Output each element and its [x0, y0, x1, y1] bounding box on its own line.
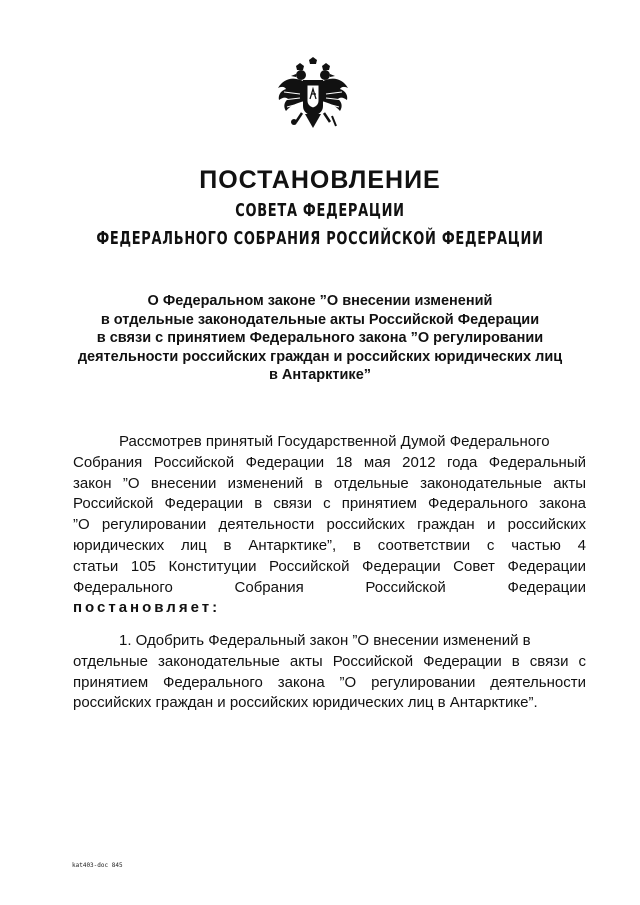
document-subject: [40, 292, 600, 385]
clause-line: принятием Федерального закона ”О регулировании деятельности: [73, 673, 586, 691]
preamble-line: юридических лиц в Антарктике”, в соответствии с частью 4: [73, 536, 586, 554]
preamble-line: закон ”О внесении изменений в отдельные законодательные акты: [73, 474, 586, 492]
coat-of-arms-emblem: [272, 56, 354, 138]
subject-line: деятельности российских граждан и российских юридических лиц: [77, 348, 563, 365]
clause-line: отдельные законодательные акты Российской Федерации в связи с: [73, 652, 586, 670]
clause-line: российских граждан и российских юридических лиц в Антарктике”.: [73, 694, 538, 712]
issuer-line-1: СОВЕТА ФЕДЕРАЦИИ: [235, 200, 405, 221]
preamble-line: Рассмотрев принятый Государственной Думой Федерального: [119, 433, 550, 450]
preamble-line: ”О регулировании деятельности российских граждан и российских: [73, 516, 586, 534]
clause-line: 1. Одобрить Федеральный закон ”О внесении изменений в: [119, 632, 531, 649]
preamble-line: Российской Федерации в связи с принятием Федерального закона: [73, 495, 586, 513]
preamble-line: Собрания Российской Федерации 18 мая 2012 года Федеральный: [73, 453, 586, 471]
preamble-paragraph: [73, 432, 586, 619]
preamble-line: Федерального Собрания Российской Федерации: [73, 578, 586, 596]
preamble-line: статьи 105 Конституции Российской Федерации Совет Федерации: [73, 557, 586, 575]
subject-line: в Антарктике”: [268, 367, 372, 383]
subject-line: О Федеральном законе ”О внесении изменений: [147, 293, 493, 309]
double-headed-eagle-icon: [272, 56, 354, 138]
file-reference: kat403-doc 845: [72, 862, 123, 869]
subject-line: в связи с принятием Федерального закона ”О регулировании: [96, 330, 544, 346]
subject-line: в отдельные законодательные акты Российской Федерации: [100, 311, 540, 328]
resolves-keyword: постановляет:: [73, 599, 221, 617]
document-title: ПОСТАНОВЛЕНИЕ: [199, 166, 441, 194]
issuer-line-2: ФЕДЕРАЛЬНОГО СОБРАНИЯ РОССИЙСКОЙ ФЕДЕРАЦИИ: [96, 228, 544, 249]
clause-1-paragraph: [73, 631, 586, 714]
